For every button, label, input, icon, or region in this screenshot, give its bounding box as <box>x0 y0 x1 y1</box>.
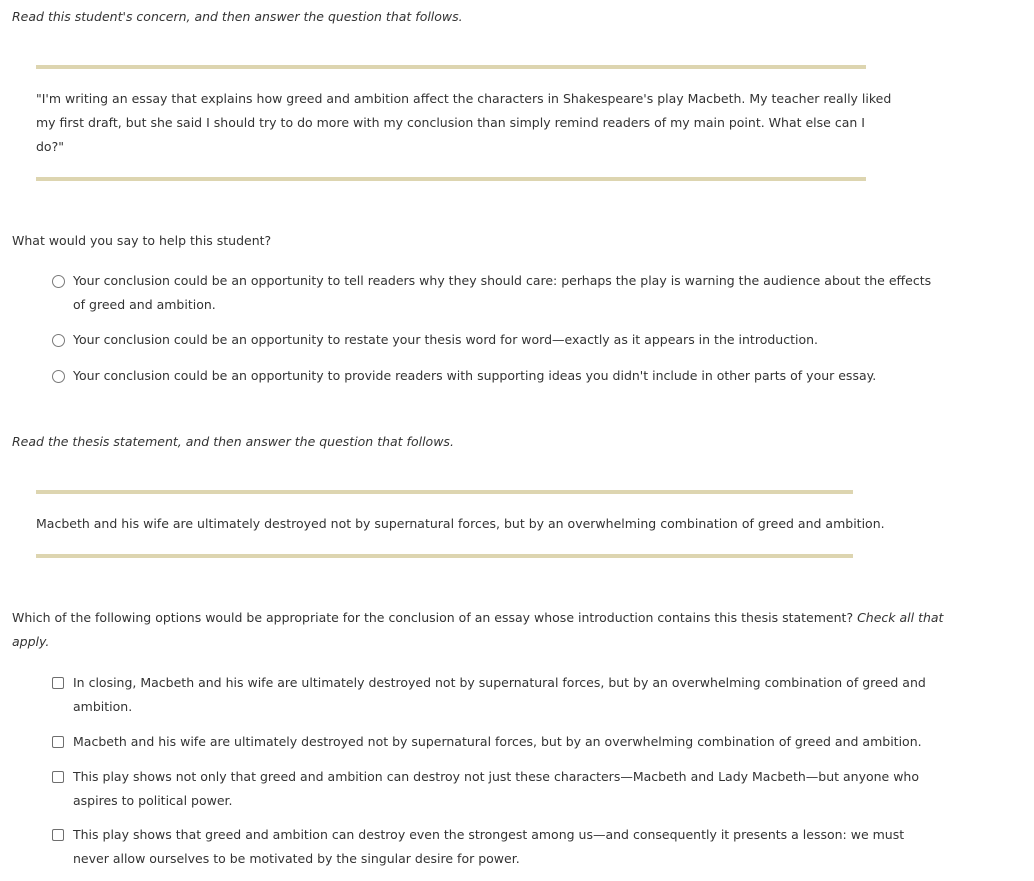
checkbox-option-label <box>73 671 926 719</box>
check-all-emphasis: Check all that <box>857 610 944 625</box>
checkbox-option-label <box>73 823 904 871</box>
option-label-line: This play shows that greed and ambition can destroy even the strongest among us—and consequently it presents a lesson: we must <box>73 827 905 842</box>
checkbox-option-label <box>73 765 919 813</box>
question-text: Which of the following options would be appropriate for the conclusion of an essay whose introduction contains this thesis statement? <box>12 610 854 625</box>
radio-button[interactable] <box>52 370 65 383</box>
instruction-thesis-statement: Read the thesis statement, and then answer the question that follows. <box>12 434 454 449</box>
option-label-line: aspires to political power. <box>73 793 233 808</box>
option-label-line: Your conclusion could be an opportunity to tell readers why they should care: perhaps the play is warning the audience about the effects <box>73 273 932 288</box>
question-help-student: What would you say to help this student? <box>12 233 272 248</box>
option-label-line: Your conclusion could be an opportunity to provide readers with supporting ideas you didn't include in other parts of your essay. <box>73 368 877 383</box>
checkbox[interactable] <box>52 829 64 841</box>
quote-rule-top <box>36 65 866 69</box>
student-quote-line: "I'm writing an essay that explains how greed and ambition affect the characters in Shakespeare's play Macbeth. My teacher really liked <box>36 91 892 106</box>
option-label-line: This play shows not only that greed and ambition can destroy not just these characters—Macbeth and Lady Macbeth—but anyone who <box>73 769 920 784</box>
option-label-line: never allow ourselves to be motivated by the singular desire for power. <box>73 851 520 866</box>
checkbox[interactable] <box>52 677 64 689</box>
radio-button[interactable] <box>52 334 65 347</box>
radio-option-label <box>73 364 876 388</box>
radio-option-label <box>73 269 931 317</box>
radio-option-1[interactable] <box>52 269 931 317</box>
thesis-statement: Macbeth and his wife are ultimately destroyed not by supernatural forces, but by an overwhelming combination of greed and ambition. <box>36 516 885 531</box>
option-label-line: Macbeth and his wife are ultimately destroyed not by supernatural forces, but by an overwhelming combination of greed and ambition. <box>73 734 922 749</box>
checkbox[interactable] <box>52 771 64 783</box>
option-label-line: ambition. <box>73 699 133 714</box>
radio-button[interactable] <box>52 275 65 288</box>
radio-option-2[interactable] <box>52 328 818 352</box>
option-label-line: of greed and ambition. <box>73 297 216 312</box>
radio-option-3[interactable] <box>52 364 876 388</box>
student-quote-line: my first draft, but she said I should try to do more with my conclusion than simply remind readers of my main point. What else can I <box>36 115 865 130</box>
thesis-rule-top <box>36 490 853 494</box>
radio-option-label <box>73 328 818 352</box>
checkbox-option-label <box>73 730 922 754</box>
option-label-line: Your conclusion could be an opportunity to restate your thesis word for word—exactly as it appears in the introduction. <box>73 332 818 347</box>
checkbox-option-1[interactable] <box>52 671 926 719</box>
question-conclusion-options <box>12 606 943 654</box>
thesis-rule-bottom <box>36 554 853 558</box>
student-quote <box>36 87 891 159</box>
checkbox-option-4[interactable] <box>52 823 904 871</box>
checkbox-option-3[interactable] <box>52 765 919 813</box>
instruction-student-concern: Read this student's concern, and then answer the question that follows. <box>12 9 463 24</box>
checkbox[interactable] <box>52 736 64 748</box>
option-label-line: In closing, Macbeth and his wife are ultimately destroyed not by supernatural forces, but by an overwhelming combination of greed and <box>73 675 926 690</box>
checkbox-option-2[interactable] <box>52 730 922 754</box>
check-all-emphasis: apply. <box>12 634 50 649</box>
student-quote-line: do?" <box>36 139 64 154</box>
quote-rule-bottom <box>36 177 866 181</box>
